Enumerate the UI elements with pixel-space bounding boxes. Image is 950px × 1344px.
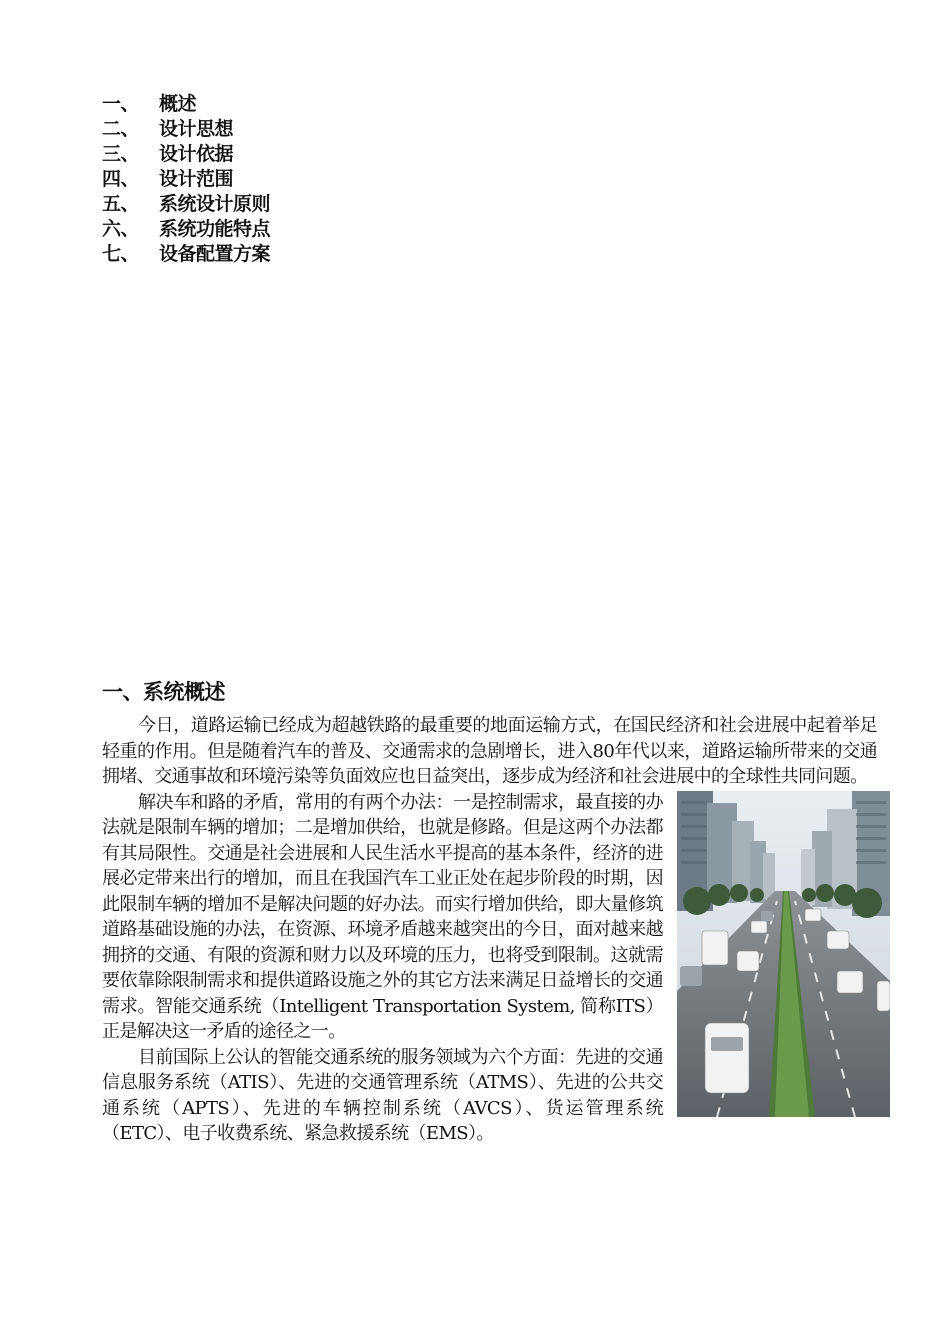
toc-item-label: 系统功能特点 (159, 218, 271, 240)
toc-item-label: 系统设计原则 (159, 193, 271, 215)
toc-item-label: 概述 (159, 93, 197, 115)
toc-item (102, 92, 270, 117)
toc-item-number: 三、 (102, 143, 140, 165)
toc-item-number: 六、 (102, 218, 140, 240)
paragraph-problem: 解决车和路的矛盾，常用的有两个办法：一是控制需求，最直接的办法就是限制车辆的增加；二是增加供给，也就是修路。但是这两个办法都有其局限性。交通是社会进展和人民生活水平提高的基本条件，经济的进展必定带来出行的增加，而且在我国汽车工业正处在起步阶段的时期，因此限制车辆的增加不是解决问题的好办法。而实行增加供给，即大量修筑道路基础设施的办法，在资源、环境矛盾越来越突出的今日，面对越来越拥挤的交通、有限的资源和财力以及环境的压力，也将受到限制。这就需要依靠除限制需求和提供道路设施之外的其它方法来满足日益增长的交通需求。智能交通系统（Intelligent Transportation System, 简称ITS）正是解决这一矛盾的途径之一。 (102, 791, 663, 1042)
toc-item-number: 二、 (102, 118, 140, 140)
traffic-photo (677, 791, 890, 1117)
table-of-contents (102, 92, 270, 267)
toc-item-number: 四、 (102, 168, 140, 190)
toc-item-label: 设计思想 (159, 118, 234, 140)
toc-item (102, 217, 270, 242)
toc-item-label: 设备配置方案 (159, 243, 271, 265)
toc-item (102, 242, 270, 267)
toc-item-label: 设计范围 (159, 168, 234, 190)
toc-item-label: 设计依据 (159, 143, 234, 165)
toc-item (102, 167, 270, 192)
toc-item-number: 一、 (102, 93, 140, 115)
toc-item-number: 七、 (102, 243, 140, 265)
toc-item (102, 117, 270, 142)
paragraph-intro: 今日，道路运输已经成为超越铁路的最重要的地面运输方式，在国民经济和社会进展中起着举足轻重的作用。但是随着汽车的普及、交通需求的急剧增长，进入80年代以来，道路运输所带来的交通拥堵、交通事故和环境污染等负面效应也日益突出，逐步成为经济和社会进展中的全球性共同问题。 (102, 715, 877, 787)
toc-item (102, 192, 270, 217)
section-heading: 一、系统概述 (102, 680, 225, 704)
toc-item (102, 142, 270, 167)
section-body (102, 713, 877, 1147)
toc-item-number: 五、 (102, 193, 140, 215)
paragraph-its-fields: 目前国际上公认的智能交通系统的服务领域为六个方面：先进的交通信息服务系统（ATIS）、先进的交通管理系统（ATMS）、先进的公共交通系统（APTS）、先进的车辆控制系统（AVCS）、货运管理系统（ETC）、电子收费系统、紧急救援系统（EMS）。 (102, 1046, 663, 1144)
